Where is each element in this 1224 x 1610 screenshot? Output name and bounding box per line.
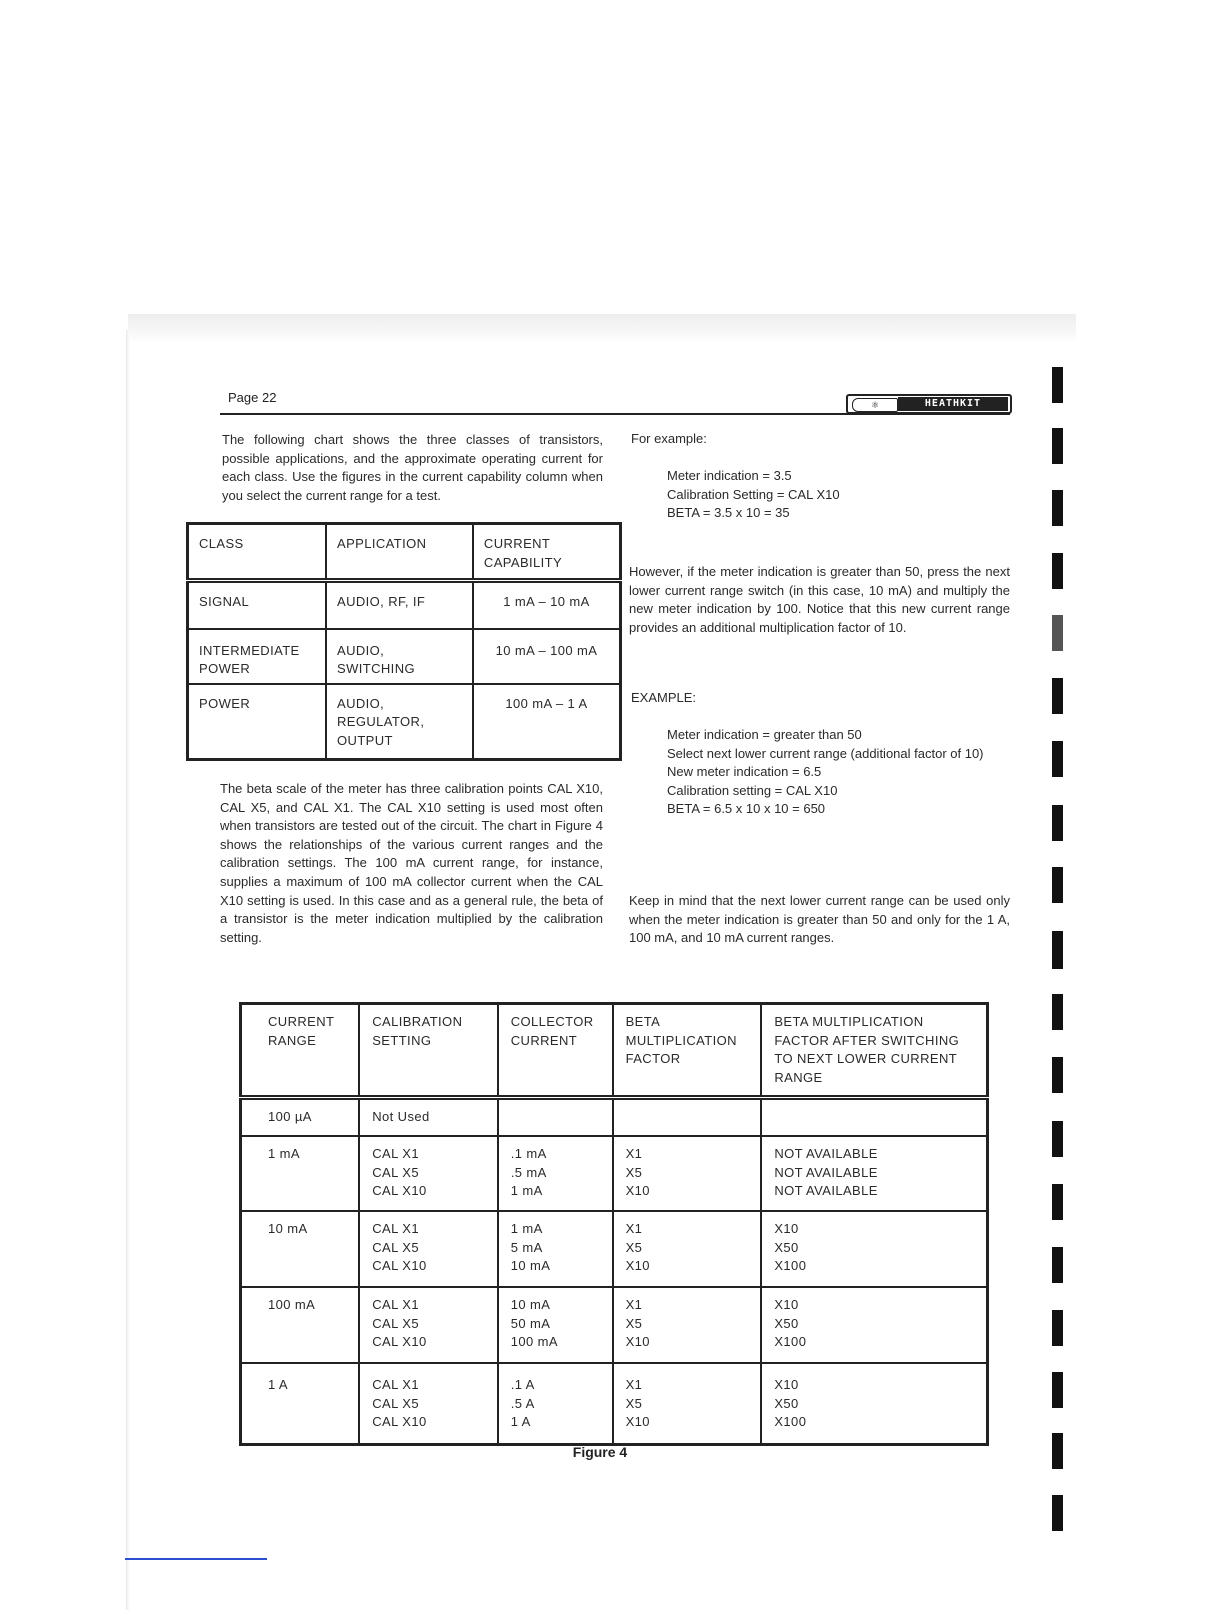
beta-value: X1 — [625, 1220, 643, 1236]
calibration-cell — [359, 1287, 498, 1363]
example-line: New meter indication = 6.5 — [667, 764, 822, 780]
beta-scale-paragraph: The beta scale of the meter has three calibration points CAL X10, CAL X5, and CAL X1. The CAL X10 setting is used most often when transistors are tested out of the circuit. The chart in Figure 4 shows the relationships of the various current ranges and the calibration settings. The 100 mA current range, for instance, supplies a maximum of 100 mA collector current when the CAL X10 setting is used. In this case and as a general rule, the beta of a transistor is the meter indication multiplied by the calibration setting. — [220, 781, 603, 945]
table-row — [241, 1098, 988, 1136]
beta-value: X5 — [625, 1164, 643, 1180]
header-current-range: CURRENT RANGE — [241, 1004, 360, 1098]
calibration-value: CAL X5 — [372, 1315, 419, 1331]
application-cell: AUDIO, SWITCHING — [326, 629, 473, 684]
after-switch-cell — [761, 1136, 987, 1211]
edge-mark — [1052, 490, 1063, 526]
collector-value: .1 mA — [510, 1145, 547, 1161]
beta-value: X1 — [625, 1376, 643, 1392]
logo-text: HEATHKIT — [898, 397, 1008, 411]
header-current-capability: CURRENT CAPABILITY — [473, 524, 621, 581]
table-row — [188, 629, 621, 684]
collector-value: 1 A — [510, 1414, 531, 1430]
capability-cell: 100 mA – 1 A — [473, 684, 621, 760]
edge-mark — [1052, 1057, 1063, 1093]
collector-value: 10 mA — [510, 1258, 551, 1274]
edge-mark — [1052, 367, 1063, 403]
calibration-value: Not Used — [372, 1109, 430, 1125]
after-switch-value: X100 — [774, 1334, 807, 1350]
range-cell: 1 mA — [241, 1136, 360, 1211]
application-cell: AUDIO, REGULATOR, OUTPUT — [326, 684, 473, 760]
beta-value: X10 — [625, 1414, 650, 1430]
collector-cell — [498, 1363, 613, 1445]
after-switch-value: NOT AVAILABLE — [774, 1145, 878, 1161]
after-switch-value: X50 — [774, 1315, 799, 1331]
beta-value: X5 — [625, 1395, 643, 1411]
collector-value: 5 mA — [510, 1239, 543, 1255]
edge-mark — [1052, 741, 1063, 777]
beta-cell — [613, 1287, 762, 1363]
calibration-value: CAL X10 — [372, 1258, 427, 1274]
after-switch-value: X10 — [774, 1220, 799, 1236]
after-switch-cell — [761, 1287, 987, 1363]
beta-value: X10 — [625, 1258, 650, 1274]
edge-mark — [1052, 553, 1063, 589]
capability-cell: 1 mA – 10 mA — [473, 581, 621, 629]
calibration-value: CAL X5 — [372, 1239, 419, 1255]
collector-cell — [498, 1098, 613, 1136]
keep-in-mind-paragraph: Keep in mind that the next lower current range can be used only when the meter indication is greater than 50 and only for the 1 A, 100 mA, and 10 mA current ranges. — [629, 893, 1010, 946]
table-row — [241, 1287, 988, 1363]
scan-left-edge — [126, 330, 130, 1610]
after-switch-cell — [761, 1098, 987, 1136]
edge-mark — [1052, 805, 1063, 841]
after-switch-value: X50 — [774, 1395, 799, 1411]
edge-mark — [1052, 1184, 1063, 1220]
beta-cell — [613, 1136, 762, 1211]
collector-cell — [498, 1211, 613, 1287]
calibration-value: CAL X1 — [372, 1296, 419, 1312]
figure-4-table — [239, 1002, 989, 1446]
calibration-cell — [359, 1098, 498, 1136]
calibration-value: CAL X1 — [372, 1376, 419, 1392]
example-line: Calibration setting = CAL X10 — [667, 782, 838, 798]
after-switch-value: NOT AVAILABLE — [774, 1183, 878, 1199]
calibration-value: CAL X5 — [372, 1395, 419, 1411]
heathkit-logo — [846, 394, 1012, 414]
edge-mark — [1052, 1495, 1063, 1531]
after-switch-value: NOT AVAILABLE — [774, 1164, 878, 1180]
collector-value: 100 mA — [510, 1334, 558, 1350]
header-class: CLASS — [188, 524, 327, 581]
calibration-value: CAL X10 — [372, 1414, 427, 1430]
edge-mark — [1052, 931, 1063, 969]
calibration-value: CAL X5 — [372, 1164, 419, 1180]
edge-mark — [1052, 1247, 1063, 1283]
calibration-value: CAL X10 — [372, 1183, 427, 1199]
header-calibration-setting: CALIBRATION SETTING — [359, 1004, 498, 1098]
collector-value: 10 mA — [510, 1296, 551, 1312]
table-row — [241, 1363, 988, 1445]
application-cell: AUDIO, RF, IF — [326, 581, 473, 629]
figure-caption: Figure 4 — [572, 1444, 628, 1460]
after-switch-value: X10 — [774, 1376, 799, 1392]
example-line: BETA = 6.5 x 10 x 10 = 650 — [667, 801, 826, 817]
edge-mark — [1052, 678, 1063, 714]
collector-cell — [498, 1136, 613, 1211]
header-beta-multiplication: BETA MULTIPLICATION FACTOR — [613, 1004, 762, 1098]
page-number: Page 22 — [228, 390, 277, 405]
for-example-label: For example: — [631, 431, 707, 446]
beta-cell — [613, 1098, 762, 1136]
beta-value: X1 — [625, 1296, 643, 1312]
scan-top-band — [128, 314, 1076, 344]
example-line: Select next lower current range (additional factor of 10) — [667, 745, 984, 761]
class-cell: SIGNAL — [188, 581, 327, 629]
after-switch-value: X50 — [774, 1239, 799, 1255]
range-cell: 100 mA — [241, 1287, 360, 1363]
range-cell: 1 A — [241, 1363, 360, 1445]
calibration-cell — [359, 1363, 498, 1445]
example-line: BETA = 3.5 x 10 = 35 — [667, 505, 790, 521]
header-rule — [220, 413, 1010, 415]
beta-cell — [613, 1211, 762, 1287]
range-cell: 100 µA — [241, 1098, 360, 1136]
calibration-value: CAL X1 — [372, 1220, 419, 1236]
header-application: APPLICATION — [326, 524, 473, 581]
example-line: Meter indication = greater than 50 — [667, 727, 862, 742]
calibration-value: CAL X1 — [372, 1145, 419, 1161]
example-line: Meter indication = 3.5 — [667, 468, 792, 483]
example-label: EXAMPLE: — [631, 690, 697, 705]
table-row — [241, 1211, 988, 1287]
collector-cell — [498, 1287, 613, 1363]
after-switch-cell — [761, 1363, 987, 1445]
calibration-cell — [359, 1211, 498, 1287]
calibration-value: CAL X10 — [372, 1334, 427, 1350]
class-cell: POWER — [188, 684, 327, 760]
header-collector-current: COLLECTOR CURRENT — [498, 1004, 613, 1098]
example-1-block — [667, 467, 840, 523]
figure-header-row — [241, 1004, 988, 1098]
range-cell: 10 mA — [241, 1211, 360, 1287]
edge-mark — [1052, 428, 1063, 464]
header-beta-after-switching: BETA MULTIPLICATION FACTOR AFTER SWITCHING TO NEXT LOWER CURRENT RANGE — [761, 1004, 987, 1098]
edge-mark — [1052, 615, 1063, 651]
transistor-class-table — [186, 522, 622, 761]
collector-value: .5 A — [510, 1395, 535, 1411]
logo-atom-icon: ⚛ — [852, 398, 898, 412]
beta-value: X5 — [625, 1239, 643, 1255]
calibration-cell — [359, 1136, 498, 1211]
after-switch-cell — [761, 1211, 987, 1287]
after-switch-value: X100 — [774, 1414, 807, 1430]
example-2-block — [667, 726, 1011, 819]
table-header-row — [188, 524, 621, 581]
after-switch-value: X10 — [774, 1296, 799, 1312]
edge-mark — [1052, 994, 1063, 1030]
collector-value: 1 mA — [510, 1220, 543, 1236]
after-switch-value: X100 — [774, 1258, 807, 1274]
table-row — [188, 684, 621, 760]
edge-mark — [1052, 1433, 1063, 1469]
edge-mark — [1052, 1372, 1063, 1408]
collector-value: .5 mA — [510, 1164, 547, 1180]
table-row — [188, 581, 621, 629]
collector-value: 50 mA — [510, 1315, 551, 1331]
however-paragraph: However, if the meter indication is greater than 50, press the next lower current range switch (in this case, 10 mA) and multiply the new meter indication by 100. Notice that this new current range provides an additional multiplication factor of 10. — [629, 564, 1010, 635]
beta-value: X5 — [625, 1315, 643, 1331]
example-line: Calibration Setting = CAL X10 — [667, 486, 840, 502]
edge-mark — [1052, 1121, 1063, 1157]
intro-paragraph: The following chart shows the three classes of transistors, possible applications, and the approximate operating current for each class. Use the figures in the current capability column when you select the current range for a test. — [222, 432, 603, 503]
beta-value: X1 — [625, 1145, 643, 1161]
beta-cell — [613, 1363, 762, 1445]
capability-cell: 10 mA – 100 mA — [473, 629, 621, 684]
collector-value: 1 mA — [510, 1183, 543, 1199]
beta-value: X10 — [625, 1334, 650, 1350]
edge-mark — [1052, 867, 1063, 903]
table-row — [241, 1136, 988, 1211]
footer-rule — [125, 1558, 267, 1560]
collector-value: .1 A — [510, 1376, 535, 1392]
beta-value: X10 — [625, 1183, 650, 1199]
edge-mark — [1052, 1310, 1063, 1346]
class-cell: INTERMEDIATE POWER — [188, 629, 327, 684]
